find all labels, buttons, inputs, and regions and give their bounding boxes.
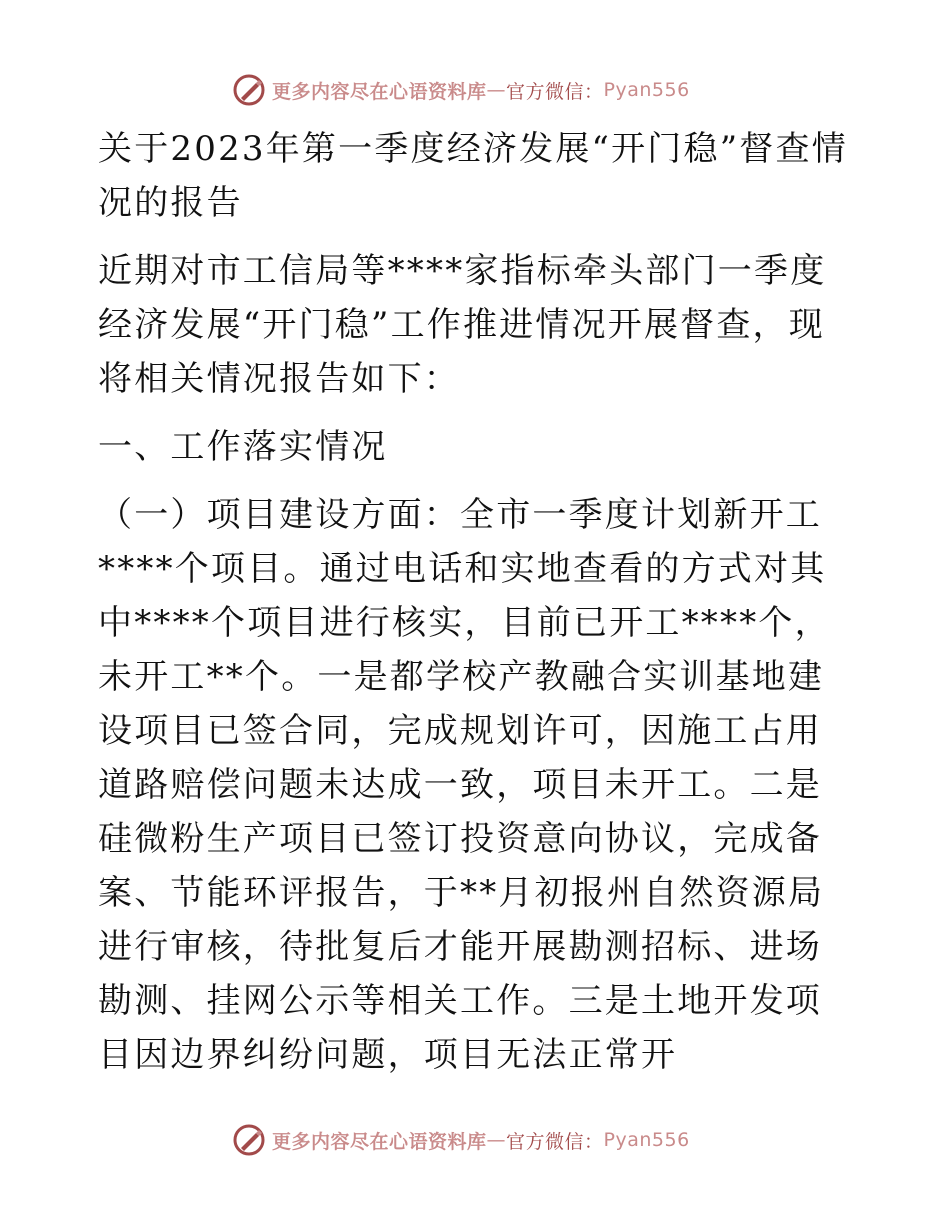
watermark-separator: — <box>486 1129 507 1151</box>
footer-watermark <box>232 1122 690 1158</box>
document-title: 关于2023年第一季度经济发展“开门稳”督查情况的报告 <box>98 129 848 223</box>
body-paragraph: （一）项目建设方面：全市一季度计划新开工****个项目。通过电话和实地查看的方式对其中****个项目进行核实，目前已开工****个，未开工**个。一是都学校产教融合实训基地建设项目已签合同，完成规划许可，因施工占用道路赔偿问题未达成一致，项目未开工。二是硅微粉生产项目已签订投资意向协议，完成备案、节能环评报告，于**月初报州自然资源局进行审核，待批复后才能开展勘测招标、进场勘测、挂网公示等相关工作。三是土地开发项目因边界纠纷问题，项目无法正常开 <box>98 495 831 1075</box>
pen-logo-icon <box>232 1123 266 1157</box>
watermark-separator: — <box>486 79 507 101</box>
watermark-main-text: 更多内容尽在心语资料库 <box>272 1130 487 1153</box>
pen-logo-icon <box>232 73 266 107</box>
document-body <box>98 122 858 1082</box>
watermark-main-text: 更多内容尽在心语资料库 <box>272 80 487 103</box>
watermark-wechat-label: 官方微信： <box>506 1130 604 1153</box>
watermark-wechat-id: Pyan556 <box>603 1129 690 1151</box>
watermark-wechat-label: 官方微信： <box>506 80 604 103</box>
watermark-wechat-id: Pyan556 <box>603 79 690 101</box>
intro-paragraph: 近期对市工信局等****家指标牵头部门一季度经济发展“开门稳”工作推进情况开展督查，现将相关情况报告如下： <box>98 251 827 399</box>
section-heading: 一、工作落实情况 <box>98 427 388 467</box>
header-watermark <box>232 72 690 108</box>
